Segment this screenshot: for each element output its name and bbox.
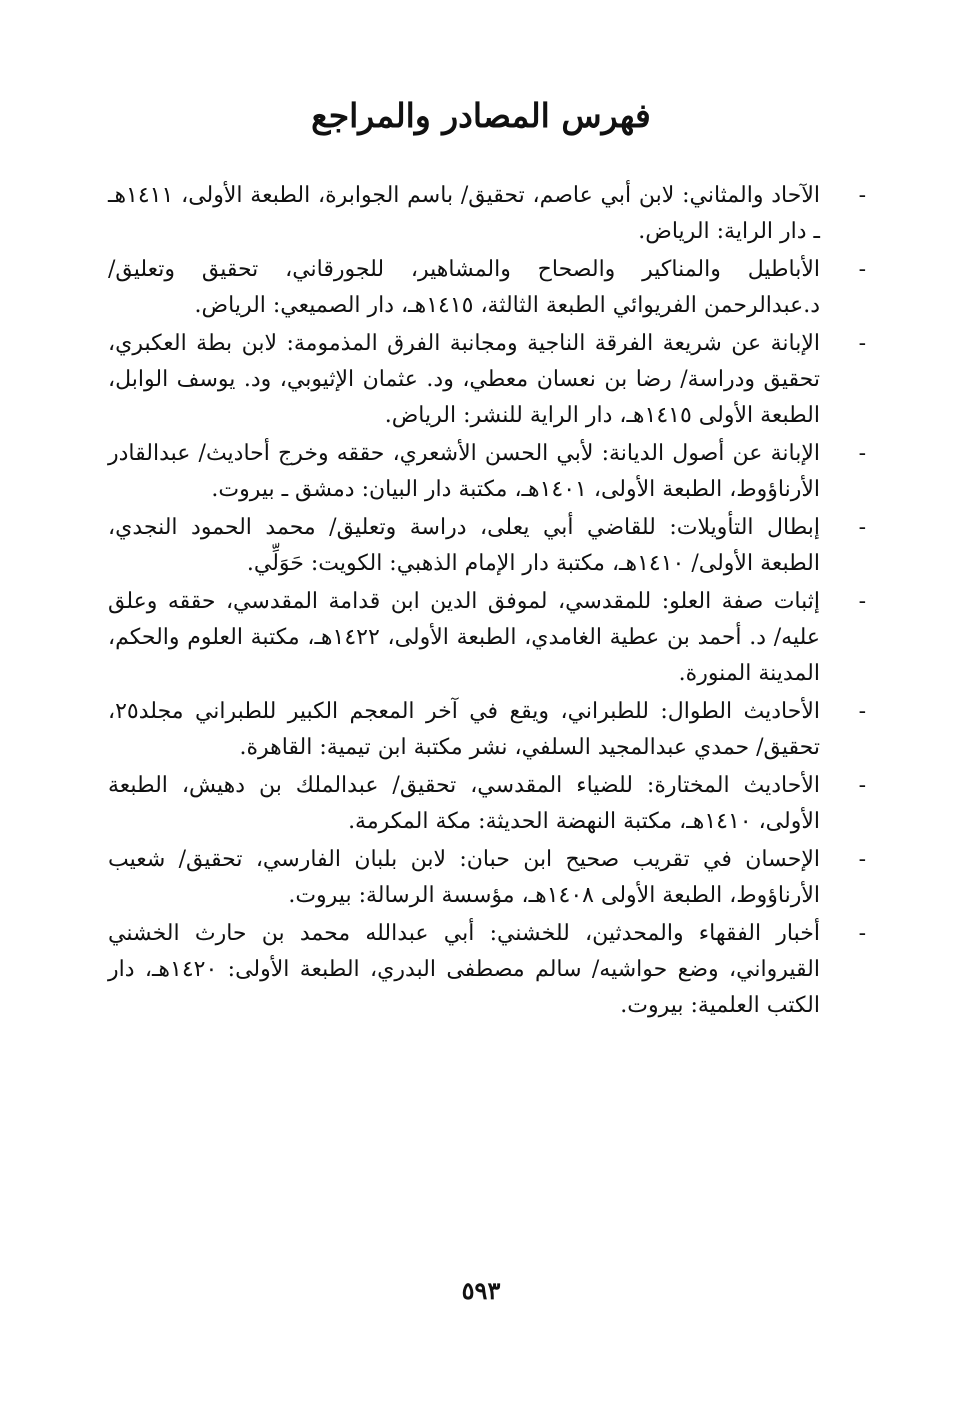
reference-text: أخبار الفقهاء والمحدثين، للخشني: أبي عبدالله محمد بن حارث الخشني القيرواني، وضع حواشيه/ سالم مصطفى البدري، الطبعة الأولى: ١٤٢٠هـ، دار الكتب العلمية: بيروت. bbox=[108, 921, 820, 1018]
reference-entry bbox=[108, 436, 866, 508]
references-list bbox=[108, 178, 866, 1026]
reference-text: الإحسان في تقريب صحيح ابن حبان: لابن بلبان الفارسي، تحقيق/ شعيب الأرناؤوط، الطبعة الأولى ١٤٠٨هـ، مؤسسة الرسالة: بيروت. bbox=[108, 847, 820, 908]
bullet-dash: - bbox=[858, 921, 866, 946]
reference-text: الأباطيل والمناكير والصحاح والمشاهير، للجورقاني، تحقيق وتعليق/ د.عبدالرحمن الفريوائي الطبعة الثالثة، ١٤١٥هـ، دار الصميعي: الرياض. bbox=[108, 257, 820, 318]
reference-text: الإبانة عن شريعة الفرقة الناجية ومجانبة الفرق المذمومة: لابن بطة العكبري، تحقيق ودراسة/ رضا بن نعسان معطي، ود. عثمان الإثيوبي، ود. يوسف الوابل، الطبعة الأولى ١٤١٥هـ، دار الراية للنشر: الرياض. bbox=[108, 331, 820, 428]
reference-entry bbox=[108, 842, 866, 914]
reference-entry bbox=[108, 768, 866, 840]
reference-text: إثبات صفة العلو: للمقدسي، لموفق الدين ابن قدامة المقدسي، حققه وعلق عليه/ د. أحمد بن عطية الغامدي، الطبعة الأولى، ١٤٢٢هـ، مكتبة العلوم والحكم، المدينة المنورة. bbox=[108, 589, 820, 686]
reference-entry bbox=[108, 178, 866, 250]
reference-entry bbox=[108, 252, 866, 324]
reference-text: إبطال التأويلات: للقاضي أبي يعلى، دراسة وتعليق/ محمد الحمود النجدي، الطبعة الأولى/ ١٤١٠هـ، مكتبة دار الإمام الذهبي: الكويت: حَوَلِّي. bbox=[108, 515, 820, 576]
reference-entry bbox=[108, 584, 866, 692]
reference-text: الآحاد والمثاني: لابن أبي عاصم، تحقيق/ باسم الجوابرة، الطبعة الأولى، ١٤١١هـ ـ دار الراية: الرياض. bbox=[108, 183, 820, 244]
reference-entry bbox=[108, 326, 866, 434]
bullet-dash: - bbox=[858, 515, 866, 540]
reference-text: الأحاديث الطوال: للطبراني، ويقع في آخر المعجم الكبير للطبراني مجلد٢٥، تحقيق/ حمدي عبدالمجيد السلفي، نشر مكتبة ابن تيمية: القاهرة. bbox=[108, 699, 820, 760]
bullet-dash: - bbox=[858, 773, 866, 798]
reference-entry bbox=[108, 510, 866, 582]
bullet-dash: - bbox=[858, 331, 866, 356]
bullet-dash: - bbox=[858, 589, 866, 614]
bullet-dash: - bbox=[858, 257, 866, 282]
bullet-dash: - bbox=[858, 183, 866, 208]
reference-entry bbox=[108, 694, 866, 766]
reference-entry bbox=[108, 916, 866, 1024]
reference-text: الأحاديث المختارة: للضياء المقدسي، تحقيق/ عبدالملك بن دهيش، الطبعة الأولى، ١٤١٠هـ، مكتبة النهضة الحديثة: مكة المكرمة. bbox=[108, 773, 820, 834]
bullet-dash: - bbox=[858, 441, 866, 466]
page-number: ٥٩٣ bbox=[461, 1276, 501, 1305]
reference-text: الإبانة عن أصول الديانة: لأبي الحسن الأشعري، حققه وخرج أحاديث/ عبدالقادر الأرناؤوط، الطبعة الأولى، ١٤٠١هـ، مكتبة دار البيان: دمشق ـ بيروت. bbox=[108, 441, 820, 502]
bullet-dash: - bbox=[858, 699, 866, 724]
page-title: فهرس المصادر والمراجع bbox=[311, 96, 651, 135]
bullet-dash: - bbox=[858, 847, 866, 872]
